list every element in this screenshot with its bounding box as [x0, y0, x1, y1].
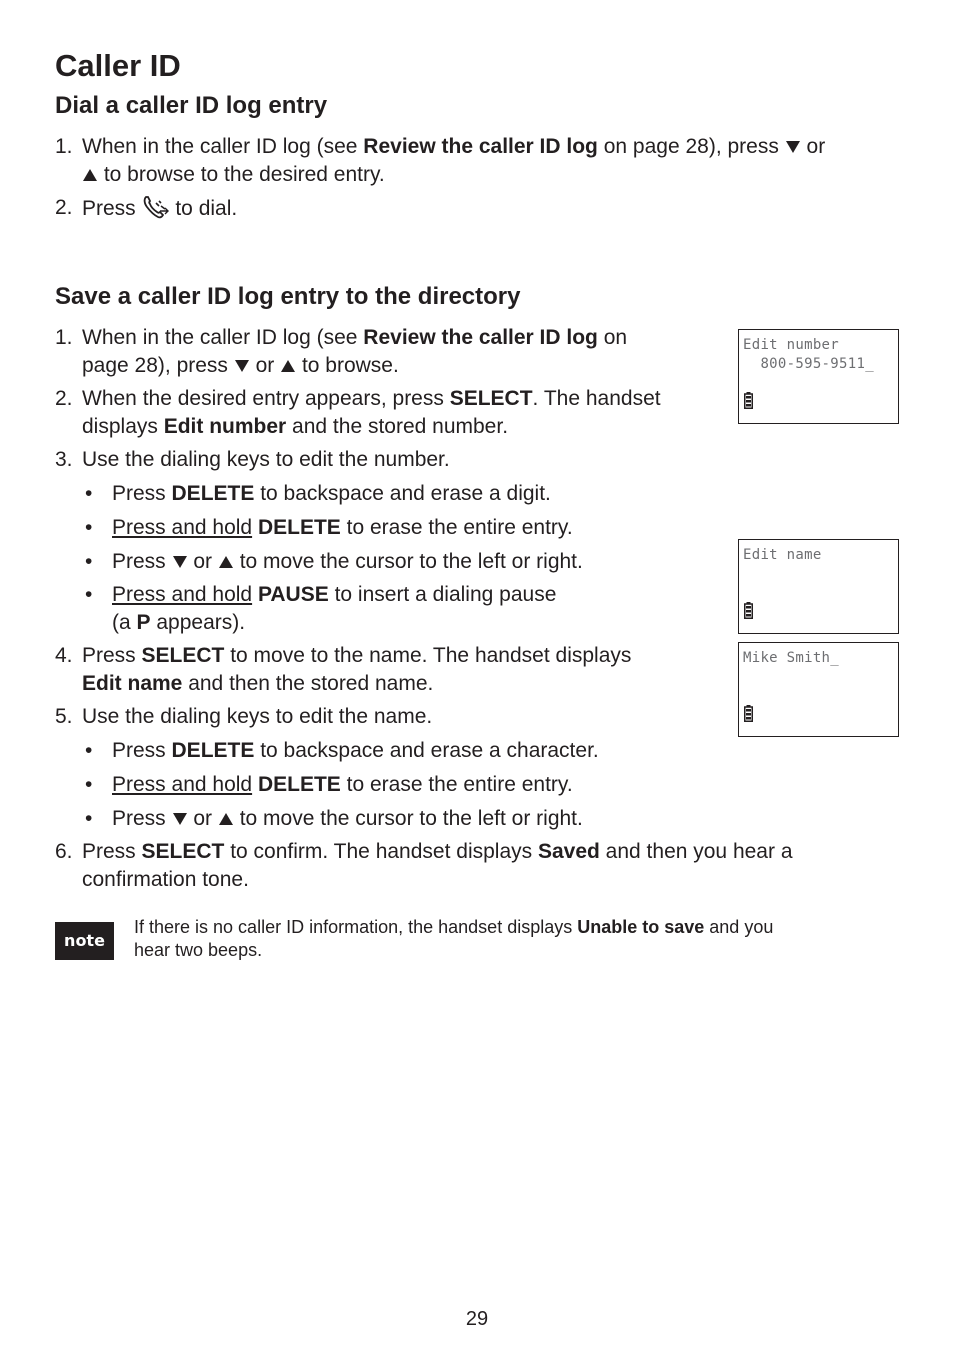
screen-line: 800-595-9511_: [743, 356, 874, 372]
battery-icon: [744, 705, 753, 722]
bullet-text: Press: [112, 550, 172, 573]
step-number: 2.: [55, 387, 73, 410]
note-bold-text: Unable to save: [577, 917, 705, 937]
bullet-item: [85, 737, 705, 765]
bullet-text: appears).: [150, 611, 246, 634]
bullet-text: or: [187, 550, 218, 573]
step-number: 4.: [55, 644, 73, 667]
note-text: [134, 916, 894, 962]
step-bold-text: SELECT: [449, 387, 533, 410]
up-arrow-icon: [219, 556, 233, 568]
step-bold-text: SELECT: [141, 840, 225, 863]
step-text: to dial.: [169, 197, 238, 220]
step-text: on page 28), press: [597, 135, 785, 158]
bullet-bold-text: DELETE: [257, 516, 341, 539]
bullet-text: Press: [112, 739, 172, 762]
bullet-bold-text: PAUSE: [257, 583, 329, 606]
bullet-item: [85, 581, 705, 637]
bullet-bold-text: DELETE: [257, 773, 341, 796]
step-text: . The handset: [532, 387, 661, 410]
up-arrow-icon: [83, 169, 97, 181]
bullet-underlined-text: Press and hold: [112, 773, 253, 796]
bullet-text: to insert a dialing pause: [328, 583, 557, 606]
bullet-text: Press: [112, 807, 172, 830]
battery-icon: [744, 602, 753, 619]
step-bold-text: Edit number: [163, 415, 287, 438]
bullet-underlined-text: Press and hold: [112, 516, 253, 539]
bullet-item: [85, 548, 705, 576]
bullet-text: (a: [112, 611, 137, 634]
section-heading-dial: Dial a caller ID log entry: [55, 92, 328, 119]
note-badge: note: [55, 922, 114, 960]
step-3-save: [55, 446, 735, 474]
step-text: to browse.: [296, 354, 399, 377]
bullet-text: to backspace and erase a character.: [254, 739, 599, 762]
handset-screen-edit-number: [738, 329, 899, 424]
bullet-item: [85, 771, 705, 799]
step-text: Press: [82, 840, 142, 863]
down-arrow-icon: [173, 813, 187, 825]
page-title: Caller ID: [55, 48, 181, 83]
step-text: to browse to the desired entry.: [98, 163, 385, 186]
down-arrow-icon: [786, 141, 800, 153]
bullet-item: [85, 805, 705, 833]
step-text: page 28), press: [82, 354, 234, 377]
bullet-underlined-text: Press and hold: [112, 583, 253, 606]
bullet-text: to backspace and erase a digit.: [254, 482, 551, 505]
step-bold-text: Review the caller ID log: [363, 135, 598, 158]
bullet-bold-text: P: [136, 611, 151, 634]
down-arrow-icon: [235, 360, 249, 372]
step-2-save: [55, 385, 735, 441]
down-arrow-icon: [173, 556, 187, 568]
bullet: •: [85, 807, 93, 830]
step-text: or: [249, 354, 281, 377]
bullet: •: [85, 773, 93, 796]
step-text: Use the dialing keys to edit the name.: [82, 705, 433, 728]
up-arrow-icon: [281, 360, 295, 372]
step-text: When in the caller ID log (see: [82, 135, 364, 158]
step-text: on: [597, 326, 628, 349]
step-text: When in the caller ID log (see: [82, 326, 364, 349]
step-number: 1.: [55, 326, 73, 349]
step-bold-text: Review the caller ID log: [363, 326, 598, 349]
note-text-part: and you: [704, 917, 774, 937]
step-bold-text: SELECT: [141, 644, 225, 667]
handset-screen-edit-name: [738, 539, 899, 634]
step-text: to confirm. The handset displays: [224, 840, 538, 863]
step-number: 3.: [55, 448, 73, 471]
step-text: to move to the name. The handset displays: [224, 644, 632, 667]
step-6-save: [55, 838, 895, 894]
step-text: or: [800, 135, 826, 158]
bullet-text: Press: [112, 482, 172, 505]
bullet: •: [85, 550, 93, 573]
step-text: confirmation tone.: [82, 868, 249, 891]
battery-icon: [744, 392, 753, 409]
bullet-item: [85, 514, 705, 542]
talk-phone-icon: [142, 194, 170, 220]
bullet: •: [85, 516, 93, 539]
step-bold-text: Edit name: [82, 672, 183, 695]
step-1-save: [55, 324, 735, 380]
step-text: Use the dialing keys to edit the number.: [82, 448, 450, 471]
step-text: displays: [82, 415, 164, 438]
step-2-dial: [55, 194, 895, 223]
bullet-text: or: [187, 807, 218, 830]
step-1-dial: [55, 133, 895, 189]
page-number: 29: [465, 1308, 489, 1330]
step-bold-text: Saved: [537, 840, 600, 863]
note-text-part: If there is no caller ID information, the handset displays: [134, 917, 578, 937]
bullet-bold-text: DELETE: [171, 482, 255, 505]
bullet-text: to erase the entire entry.: [340, 773, 573, 796]
screen-line: Mike Smith_: [743, 650, 840, 666]
bullet-text: to move the cursor to the left or right.: [233, 807, 583, 830]
bullet-text: to erase the entire entry.: [340, 516, 573, 539]
note-text-part: hear two beeps.: [134, 940, 263, 960]
handset-screen-name-value: [738, 642, 899, 737]
bullet: •: [85, 583, 93, 606]
bullet-bold-text: DELETE: [171, 739, 255, 762]
step-number: 2.: [55, 196, 73, 219]
bullet-text: to move the cursor to the left or right.: [233, 550, 583, 573]
screen-line: Edit name: [743, 547, 822, 563]
step-text: Press: [82, 644, 142, 667]
step-5-save: [55, 703, 735, 731]
step-number: 5.: [55, 705, 73, 728]
step-number: 1.: [55, 135, 73, 158]
step-text: When the desired entry appears, press: [82, 387, 450, 410]
step-text: and then the stored name.: [182, 672, 434, 695]
step-text: and then you hear a: [599, 840, 793, 863]
screen-line: Edit number: [743, 337, 840, 353]
section-heading-save: Save a caller ID log entry to the directory: [55, 283, 521, 310]
step-number: 6.: [55, 840, 73, 863]
bullet: •: [85, 482, 93, 505]
step-4-save: [55, 642, 735, 698]
bullet: •: [85, 739, 93, 762]
bullet-item: [85, 480, 705, 508]
up-arrow-icon: [219, 813, 233, 825]
step-text: and the stored number.: [286, 415, 509, 438]
step-text: Press: [82, 197, 142, 220]
